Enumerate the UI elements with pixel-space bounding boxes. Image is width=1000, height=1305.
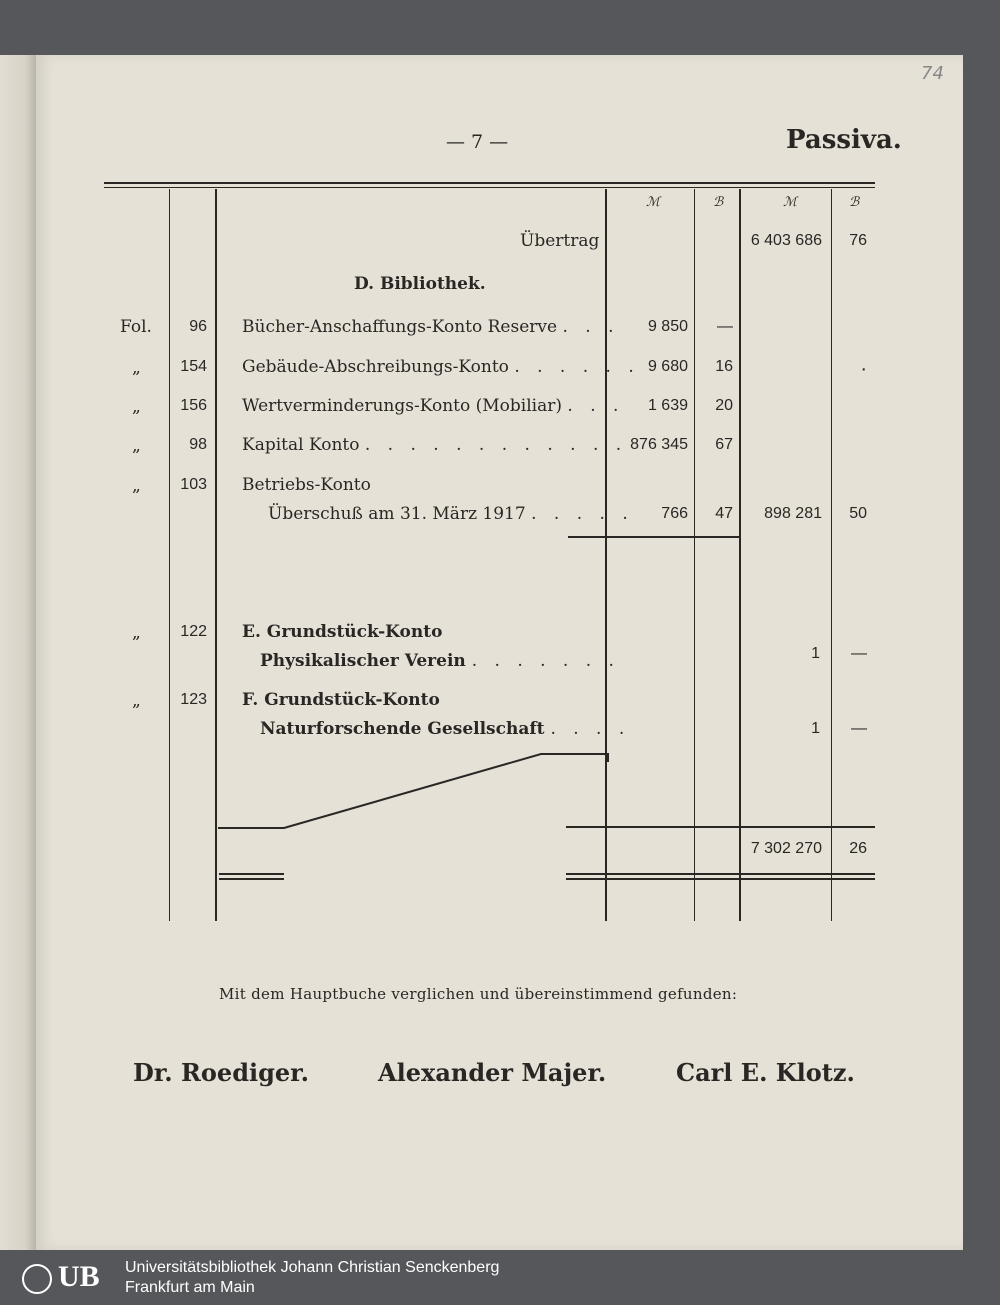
row-label: Bücher-Anschaffungs-Konto Reserve . . . [242, 317, 620, 337]
row-fol: „ [132, 476, 141, 496]
row-pf2: — [851, 645, 867, 662]
section-title: Passiva. [786, 125, 902, 155]
row-mark1: 1 639 [647, 397, 688, 414]
row-label: E. Grundstück-Konto [242, 622, 443, 642]
row-fol: „ [132, 436, 141, 456]
row-mark2: 1 [811, 645, 820, 662]
row-fol: „ [132, 397, 141, 417]
col-line-fol [169, 189, 170, 921]
row-label: Betriebs-Konto [242, 475, 371, 495]
verification-statement: Mit dem Hauptbuche verglichen und übereinstimmend gefunden: [219, 985, 738, 1003]
total-pf: 26 [849, 840, 867, 857]
closing-rule-left-2 [219, 878, 284, 880]
row-mark1: 9 680 [647, 358, 688, 375]
closing-rule-right-1 [566, 873, 875, 875]
pencil-note: 74 [921, 63, 944, 84]
row-fol: „ [132, 691, 141, 711]
row-fol: „ [132, 358, 141, 378]
cancellation-stroke [216, 750, 611, 832]
logo-text: UB [58, 1260, 100, 1293]
row-label: Wertverminderungs-Konto (Mobiliar) . . . [242, 396, 625, 416]
row-fol: Fol. [120, 317, 152, 337]
row-label: Gebäude-Abschreibungs-Konto . . . . . . [242, 357, 640, 377]
col-line-pf1 [694, 189, 695, 921]
total-top-rule [566, 826, 875, 828]
header-mark2: ℳ [783, 195, 797, 210]
row-label: Kapital Konto . . . . . . . . . . . . [242, 435, 628, 455]
row-pf1: 16 [715, 358, 733, 375]
row-page: 154 [180, 358, 207, 375]
header-mark1: ℳ [646, 195, 660, 210]
row-pf1: 20 [715, 397, 733, 414]
library-city: Frankfurt am Main [125, 1279, 255, 1296]
row-fol: „ [132, 623, 141, 643]
signature-majer: Alexander Majer. [378, 1058, 607, 1087]
row-mark2: 1 [811, 720, 820, 737]
page-number: — 7 — [446, 131, 509, 153]
header-pf2: ℬ [849, 195, 860, 210]
row-mark1: 766 [661, 505, 688, 522]
row-pf2: 50 [849, 505, 867, 522]
row-label: Überschuß am 31. März 1917 . . . . . [268, 504, 634, 524]
carry-forward-mark: 6 403 686 [750, 232, 822, 249]
footer-bar [0, 1250, 1000, 1305]
closing-rule-right-2 [566, 878, 875, 880]
subtotal-rule [568, 536, 741, 538]
row-label: F. Grundstück-Konto [242, 690, 440, 710]
portrait-icon [22, 1264, 52, 1294]
library-logo [22, 1262, 114, 1296]
row-label: Physikalischer Verein . . . . . . . [260, 651, 620, 671]
row-page: 156 [180, 397, 207, 414]
signature-klotz: Carl E. Klotz. [676, 1058, 855, 1087]
row-label: Naturforschende Gesellschaft . . . . [260, 719, 631, 739]
row-mark2-speck: · [860, 358, 867, 380]
row-page: 122 [180, 623, 207, 640]
row-page: 123 [180, 691, 207, 708]
heading-library: D. Bibliothek. [354, 274, 486, 294]
row-mark2: 898 281 [764, 505, 822, 522]
signature-roediger: Dr. Roediger. [133, 1058, 309, 1087]
document-page [36, 55, 963, 1250]
row-pf2: — [851, 720, 867, 737]
row-mark1: 876 345 [630, 436, 688, 453]
top-rule-thin [104, 187, 875, 188]
row-mark1: 9 850 [647, 318, 688, 335]
row-page: 98 [189, 436, 207, 453]
left-page-edge [0, 55, 36, 1250]
row-pf1: 47 [715, 505, 733, 522]
top-rule-thick [104, 182, 875, 184]
row-page: 103 [180, 476, 207, 493]
col-line-pf2 [831, 189, 832, 921]
total-mark: 7 302 270 [750, 840, 822, 857]
row-pf1: 67 [715, 436, 733, 453]
closing-rule-left-1 [219, 873, 284, 875]
header-pf1: ℬ [713, 195, 724, 210]
library-name: Universitätsbibliothek Johann Christian Senckenberg [125, 1259, 500, 1276]
row-page: 96 [189, 318, 207, 335]
carry-forward-label: Übertrag [520, 231, 600, 251]
carry-forward-pf: 76 [849, 232, 867, 249]
row-pf1: — [717, 318, 733, 335]
col-line-mark2 [739, 189, 741, 921]
